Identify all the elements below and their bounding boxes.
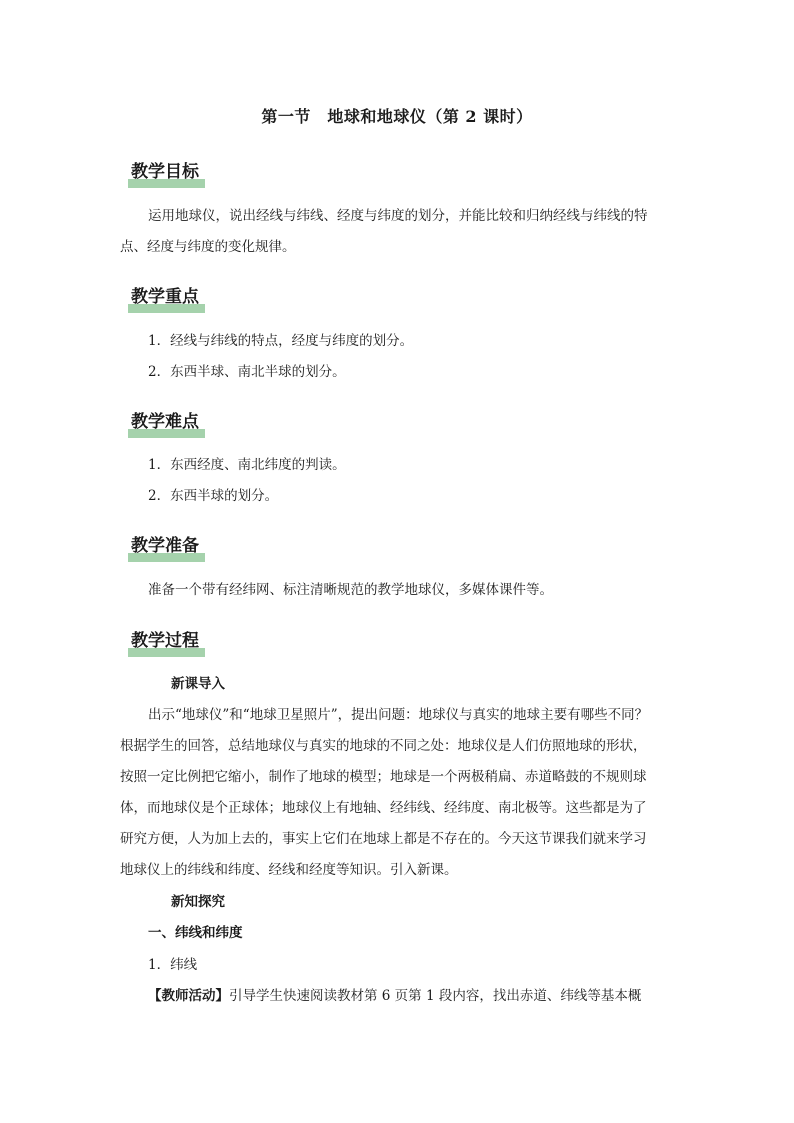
goals-line-1: 运用地球仪，说出经线与纬线、经度与纬度的划分，并能比较和归纳经线与纬线的特 xyxy=(148,208,648,224)
preparation-text: 准备一个带有经纬网、标注清晰规范的教学地球仪，多媒体课件等。 xyxy=(148,582,553,598)
intro-title: 新课导入 xyxy=(171,676,225,692)
section-heading-process: 教学过程 xyxy=(128,628,205,654)
subsection-title: 一、纬线和纬度 xyxy=(148,925,243,941)
section-heading-preparation: 教学准备 xyxy=(128,533,205,559)
section-heading-difficulties: 教学难点 xyxy=(128,409,205,435)
activity-label: 【教师活动】 xyxy=(148,988,229,1004)
goals-line-2: 点、经度与纬度的变化规律。 xyxy=(120,239,296,255)
key-point-item-2: 2．东西半球、南北半球的划分。 xyxy=(148,364,346,380)
page-title: 第一节 地球和地球仪（第 2 课时） xyxy=(261,107,533,126)
section-heading-goals: 教学目标 xyxy=(128,159,205,185)
intro-line-4: 体，而地球仪是个正球体；地球仪上有地轴、经纬线、经纬度、南北极等。这些都是为了 xyxy=(120,800,647,816)
intro-line-6: 地球仪上的纬线和纬度、经线和经度等知识。引入新课。 xyxy=(120,862,458,878)
difficulty-item-2: 2．东西半球的划分。 xyxy=(148,488,279,504)
intro-line-1: 出示“地球仪”和“地球卫星照片”，提出问题：地球仪与真实的地球主要有哪些不同？ xyxy=(148,707,649,723)
section-heading-key-points: 教学重点 xyxy=(128,284,205,310)
intro-line-5: 研究方便，人为加上去的，事实上它们在地球上都是不存在的。今天这节课我们就来学习 xyxy=(120,831,647,847)
intro-line-3: 按照一定比例把它缩小，制作了地球的模型；地球是一个两极稍扁、赤道略鼓的不规则球 xyxy=(120,769,647,785)
intro-line-2: 根据学生的回答，总结地球仪与真实的地球的不同之处：地球仪是人们仿照地球的形状， xyxy=(120,738,647,754)
key-point-item-1: 1．经线与纬线的特点，经度与纬度的划分。 xyxy=(148,333,414,349)
explore-title: 新知探究 xyxy=(171,894,225,910)
item-title: 1．纬线 xyxy=(148,957,198,973)
difficulty-item-1: 1．东西经度、南北纬度的判读。 xyxy=(148,457,346,473)
activity-line xyxy=(148,986,641,1006)
activity-text: 引导学生快速阅读教材第 6 页第 1 段内容，找出赤道、纬线等基本概 xyxy=(229,988,642,1004)
